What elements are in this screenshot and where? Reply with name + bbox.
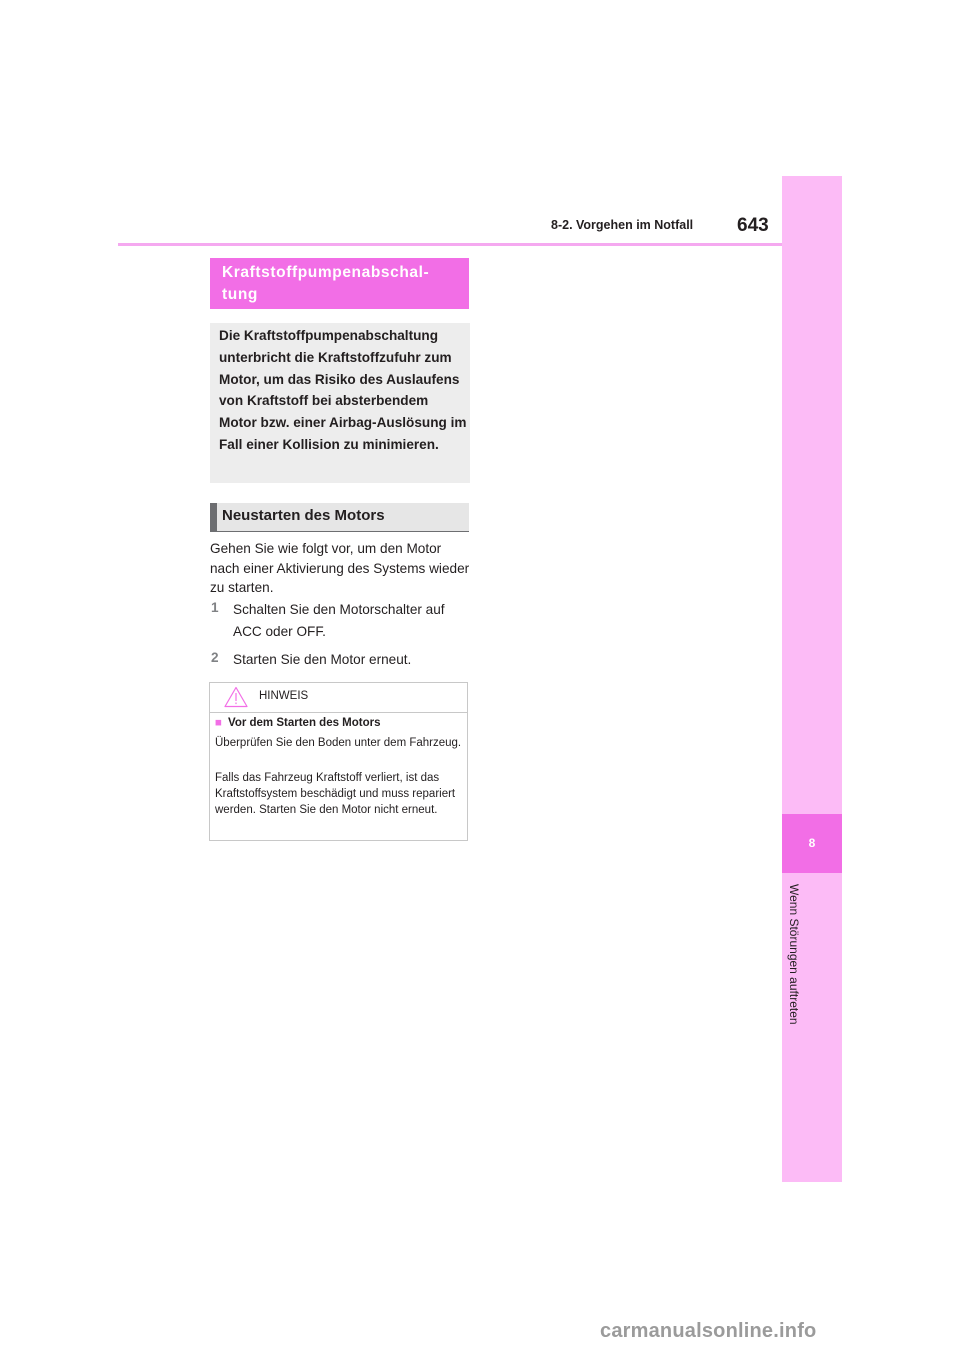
notice-heading: Vor dem Starten des Motors xyxy=(228,717,381,729)
section-title: 8-2. Vorgehen im Notfall xyxy=(551,218,694,232)
notice-paragraph: Überprüfen Sie den Boden unter dem Fahrzeug. xyxy=(215,737,462,749)
intro-paragraph: Gehen Sie wie folgt vor, um den Motor nach einer Aktivierung des Systems wieder zu starten. xyxy=(210,541,470,595)
notice-label: HINWEIS xyxy=(259,690,309,702)
notice-paragraph: Falls das Fahrzeug Kraftstoff verliert, ist das Kraftstoffsystem beschädigt und muss repariert werden. Starten Sie den Motor nicht erneut. xyxy=(215,772,456,816)
step-text: Starten Sie den Motor erneut. xyxy=(233,652,412,667)
section-heading-restart-engine: Neustarten des Motors xyxy=(222,507,385,524)
section-heading-fuel-pump-cutoff: Kraftstoffpumpenabschal-tung xyxy=(222,264,430,303)
section-heading-bar xyxy=(210,503,217,532)
chapter-title: Wenn Störungen auftreten xyxy=(787,884,801,1025)
notice-bullet: ■ xyxy=(215,717,222,729)
step-text: Schalten Sie den Motorschalter auf ACC oder OFF. xyxy=(233,602,445,639)
notice-divider xyxy=(209,712,468,713)
page-number: 643 xyxy=(737,215,769,236)
summary-text: Die Kraftstoffpumpenabschaltung unterbricht die Kraftstoffzufuhr zum Motor, um das Risiko des Auslaufens von Kraftstoff bei absterbendem Motor bzw. einer Airbag-Auslösung im Fall einer Kollision zu minimieren. xyxy=(219,328,467,452)
watermark: carmanualsonline.info xyxy=(600,1320,817,1342)
header-divider xyxy=(118,243,782,246)
chapter-side-tab[interactable] xyxy=(782,176,842,1182)
chapter-number: 8 xyxy=(808,836,816,850)
warning-triangle-icon xyxy=(224,686,248,708)
step-number: 1 xyxy=(211,600,219,615)
step-number: 2 xyxy=(211,650,219,665)
